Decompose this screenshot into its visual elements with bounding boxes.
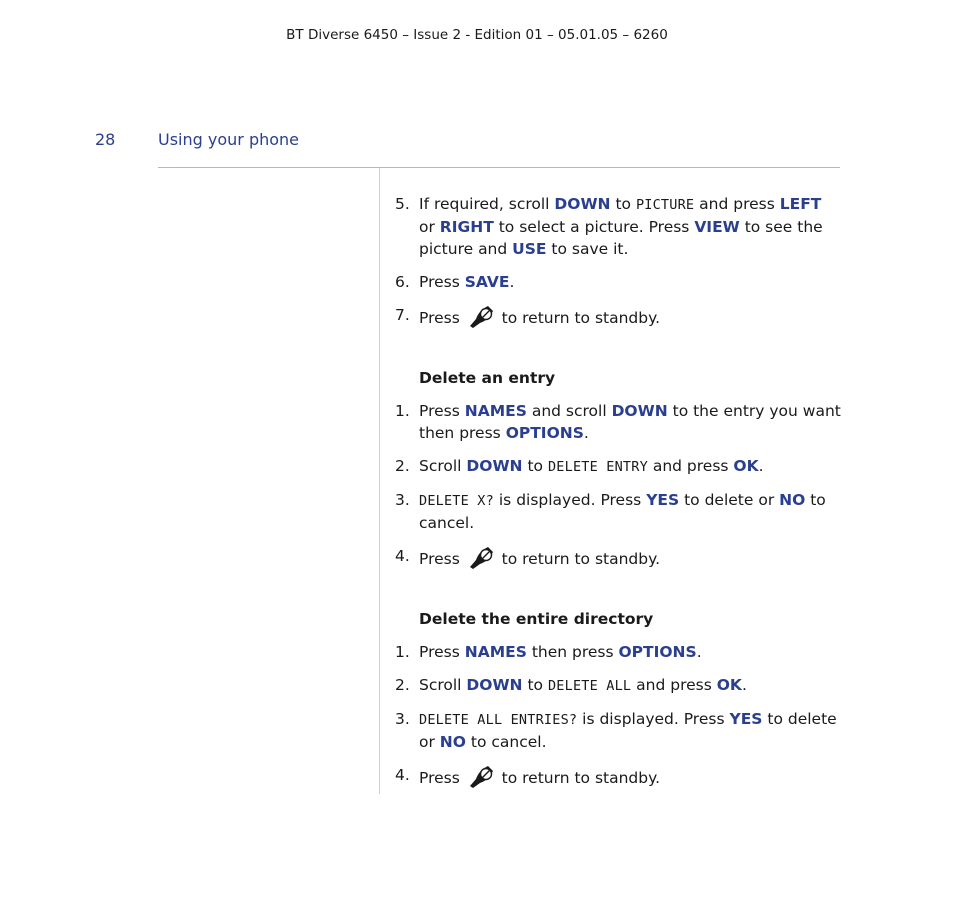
- text: to return to standby.: [496, 309, 660, 327]
- step-number: 4.: [395, 547, 410, 565]
- step-text: [419, 271, 842, 293]
- step-text: [419, 304, 842, 334]
- key-no: NO: [439, 733, 466, 751]
- end-call-icon: [467, 764, 495, 794]
- text: to cancel.: [465, 733, 547, 751]
- text: is displayed. Press: [577, 710, 730, 728]
- section-title: Using your phone: [158, 130, 300, 149]
- end-call-icon: [467, 545, 495, 575]
- key-down: DOWN: [466, 457, 523, 475]
- text: to: [522, 457, 548, 475]
- step-number: 4.: [395, 766, 410, 784]
- display-text-picture: PICTURE: [635, 197, 695, 213]
- step-text: [419, 545, 842, 575]
- text: then press: [526, 643, 619, 661]
- key-names: NAMES: [464, 402, 527, 420]
- step-number: 1.: [395, 402, 410, 420]
- step-text: [419, 641, 842, 663]
- text: and press: [694, 195, 780, 213]
- key-down: DOWN: [611, 402, 668, 420]
- step-text: [419, 193, 842, 260]
- delete-all-step-2: [395, 674, 842, 697]
- heading-delete-entry: Delete an entry: [419, 369, 556, 387]
- column-divider: [379, 168, 380, 794]
- text: Press: [419, 643, 465, 661]
- instructions-column: [395, 193, 842, 805]
- text: .: [583, 424, 589, 442]
- text: to: [522, 676, 548, 694]
- step-5: [395, 193, 842, 260]
- step-number: 3.: [395, 491, 410, 509]
- text: and scroll: [526, 402, 612, 420]
- key-ok: OK: [733, 457, 759, 475]
- text: to the entry you want then press: [419, 402, 841, 442]
- delete-all-step-4: [395, 764, 842, 794]
- display-text-delete-all-entries: DELETE ALL ENTRIES?: [419, 712, 578, 728]
- key-options: OPTIONS: [505, 424, 584, 442]
- text: to cancel.: [419, 491, 826, 532]
- step-number: 7.: [395, 306, 410, 324]
- step-number: 2.: [395, 457, 410, 475]
- key-left: LEFT: [779, 195, 822, 213]
- heading-delete-directory: Delete the entire directory: [419, 610, 654, 628]
- display-text-delete-all: DELETE ALL: [547, 678, 632, 694]
- header-rule: [158, 167, 840, 168]
- step-7: [395, 304, 842, 334]
- step-number: 2.: [395, 676, 410, 694]
- key-yes: YES: [729, 710, 763, 728]
- step-number: 1.: [395, 643, 410, 661]
- step-text: [419, 489, 842, 534]
- key-use: USE: [512, 240, 547, 258]
- text: Press: [419, 309, 465, 327]
- text: is displayed. Press: [493, 491, 647, 509]
- text: If required, scroll: [419, 195, 555, 213]
- text: to: [610, 195, 636, 213]
- step-text: [419, 708, 842, 753]
- step-text: [419, 674, 842, 697]
- display-text-delete-entry: DELETE ENTRY: [547, 459, 648, 475]
- key-down: DOWN: [554, 195, 611, 213]
- text: or: [419, 218, 440, 236]
- step-number: 5.: [395, 195, 410, 213]
- text: to delete or: [679, 491, 780, 509]
- key-yes: YES: [646, 491, 680, 509]
- delete-entry-step-2: [395, 455, 842, 478]
- delete-entry-step-1: [395, 400, 842, 444]
- step-number: 6.: [395, 273, 410, 291]
- key-right: RIGHT: [439, 218, 494, 236]
- key-options: OPTIONS: [618, 643, 697, 661]
- text: Press: [419, 402, 465, 420]
- text: .: [509, 273, 515, 291]
- text: .: [696, 643, 702, 661]
- text: to delete or: [419, 710, 837, 751]
- step-text: [419, 764, 842, 794]
- text: Press: [419, 769, 465, 787]
- delete-all-step-3: [395, 708, 842, 753]
- key-names: NAMES: [464, 643, 527, 661]
- step-text: [419, 400, 842, 444]
- text: to select a picture. Press: [493, 218, 695, 236]
- key-no: NO: [779, 491, 806, 509]
- text: to see the picture and: [419, 218, 823, 258]
- key-down: DOWN: [466, 676, 523, 694]
- text: to return to standby.: [496, 769, 660, 787]
- delete-all-step-1: [395, 641, 842, 663]
- key-ok: OK: [716, 676, 742, 694]
- document-edition-header: BT Diverse 6450 – Issue 2 - Edition 01 – 05.01.05 – 6260: [286, 27, 668, 43]
- key-view: VIEW: [694, 218, 740, 236]
- text: and press: [647, 457, 734, 475]
- text: to save it.: [546, 240, 629, 258]
- display-text-delete-x: DELETE X?: [419, 493, 494, 509]
- step-text: [419, 455, 842, 478]
- step-number: 3.: [395, 710, 410, 728]
- page-number: 28: [95, 130, 116, 149]
- delete-entry-step-4: [395, 545, 842, 575]
- text: Press: [419, 550, 465, 568]
- text: Scroll: [419, 676, 467, 694]
- text: Scroll: [419, 457, 467, 475]
- text: and press: [631, 676, 717, 694]
- text: Press: [419, 273, 465, 291]
- key-save: SAVE: [464, 273, 510, 291]
- step-6: [395, 271, 842, 293]
- text: .: [758, 457, 764, 475]
- text: .: [741, 676, 747, 694]
- text: to return to standby.: [496, 550, 660, 568]
- end-call-icon: [467, 304, 495, 334]
- delete-entry-step-3: [395, 489, 842, 534]
